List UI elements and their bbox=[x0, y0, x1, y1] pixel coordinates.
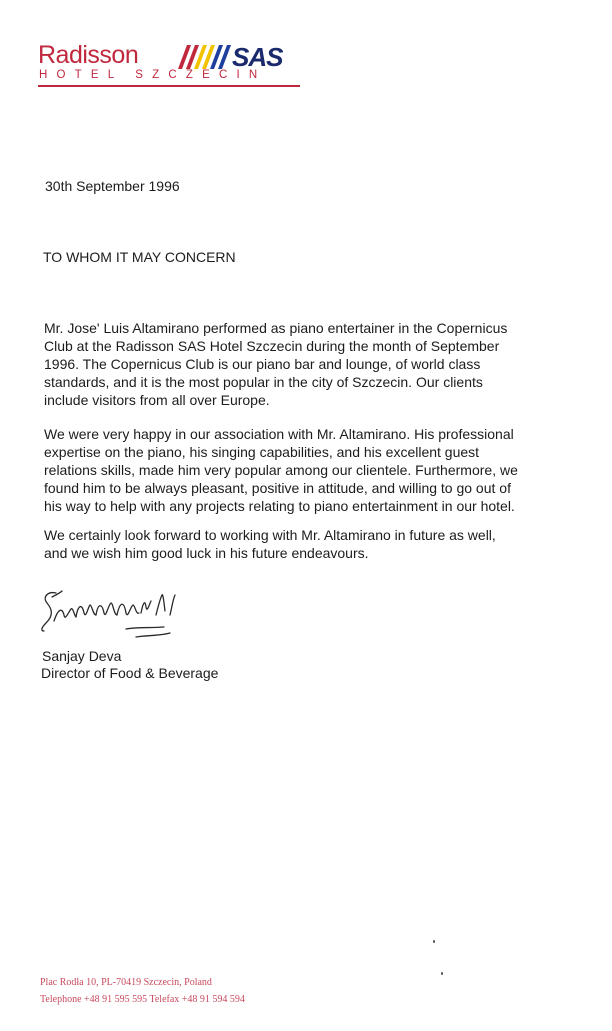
paragraph-line: We certainly look forward to working with Mr. Altamirano in future as well, bbox=[44, 527, 496, 543]
paragraph-line: Mr. Jose' Luis Altamirano performed as piano entertainer in the Copernicus bbox=[44, 320, 508, 336]
scan-speck bbox=[433, 940, 435, 943]
letterhead bbox=[38, 40, 300, 88]
signer-title: Director of Food & Beverage bbox=[41, 665, 219, 681]
salutation: TO WHOM IT MAY CONCERN bbox=[43, 249, 236, 265]
footer-phone: Telephone +48 91 595 595 Telefax +48 91 594 594 bbox=[40, 994, 245, 1005]
paragraph-line: Club at the Radisson SAS Hotel Szczecin during the month of September bbox=[44, 338, 500, 354]
signer-name: Sanjay Deva bbox=[42, 648, 122, 664]
paragraph-2 bbox=[44, 425, 518, 515]
scan-speck bbox=[441, 972, 443, 975]
paragraph-line: his way to help with any projects relating to piano entertainment in our hotel. bbox=[44, 498, 515, 514]
paragraph-line: and we wish him good luck in his future endeavours. bbox=[44, 545, 369, 561]
paragraph-1 bbox=[44, 319, 507, 409]
brand-name: Radisson bbox=[38, 41, 139, 69]
brand-subtitle: HOTEL SZCZECIN bbox=[39, 69, 267, 81]
paragraph-line: 1996. The Copernicus Club is our piano bar and lounge, of world class bbox=[44, 356, 481, 372]
paragraph-line: include visitors from all over Europe. bbox=[44, 392, 270, 408]
paragraph-line: relations skills, made him very popular among our clientele. Furthermore, we bbox=[44, 462, 518, 478]
sas-stripes-icon bbox=[178, 45, 231, 69]
paragraph-3 bbox=[44, 526, 496, 562]
letter-date: 30th September 1996 bbox=[45, 178, 180, 194]
letterhead-rule bbox=[38, 85, 300, 87]
handwritten-signature bbox=[38, 585, 188, 647]
sas-logo bbox=[174, 44, 302, 70]
paragraph-line: standards, and it is the most popular in the city of Szczecin. Our clients bbox=[44, 374, 483, 390]
paragraph-line: We were very happy in our association with Mr. Altamirano. His professional bbox=[44, 426, 514, 442]
paragraph-line: found him to be always pleasant, positive in attitude, and willing to go out of bbox=[44, 480, 511, 496]
footer-address: Plac Rodła 10, PL-70419 Szczecin, Poland bbox=[40, 977, 212, 988]
paragraph-line: expertise on the piano, his singing capabilities, and his excellent guest bbox=[44, 444, 480, 460]
sas-logo-text: SAS bbox=[232, 44, 283, 70]
